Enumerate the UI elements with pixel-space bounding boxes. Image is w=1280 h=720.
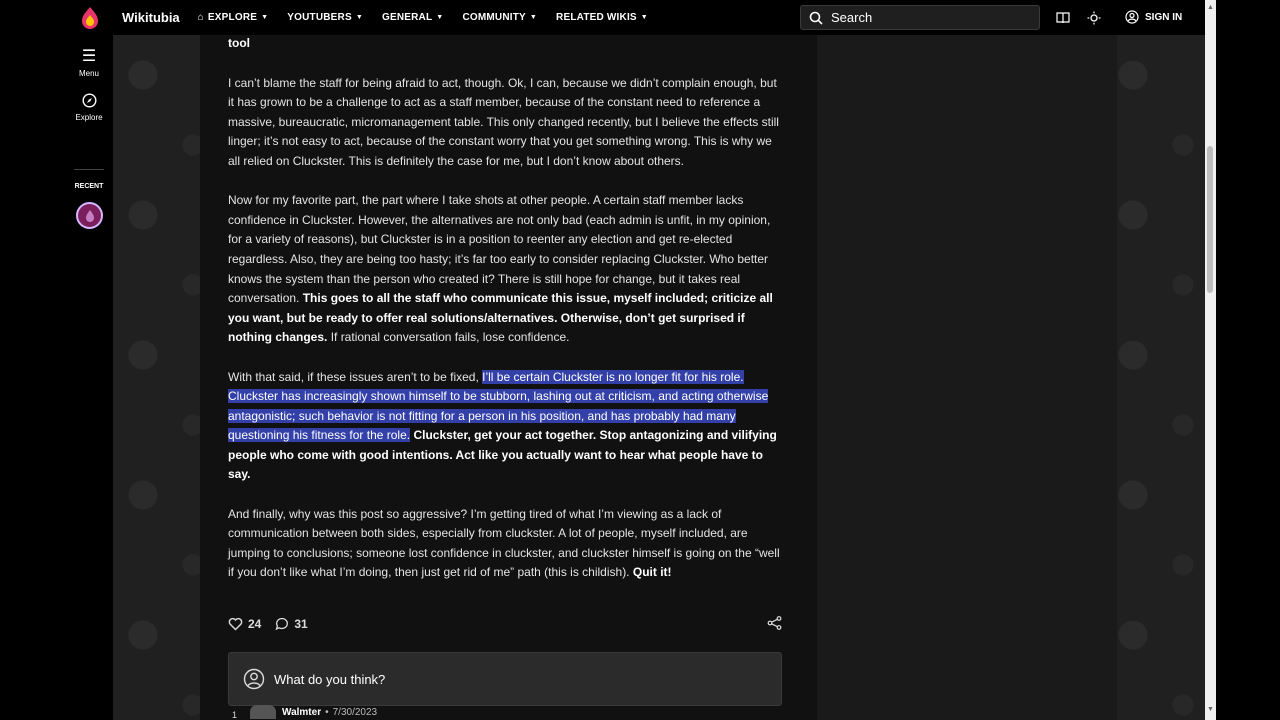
search-input[interactable]	[800, 5, 1040, 30]
scrollbar[interactable]	[1205, 0, 1216, 720]
site-name[interactable]: Wikitubia	[122, 10, 180, 25]
top-navigation	[65, 0, 1205, 35]
chevron-down-icon: ▼	[261, 14, 269, 21]
paragraph-text: With that said, if these issues aren’t to be fixed,	[228, 369, 479, 384]
bold-text: tool	[228, 36, 250, 51]
chevron-down-icon: ▼	[640, 14, 648, 21]
comment-input[interactable]	[228, 652, 782, 706]
user-avatar-icon	[243, 668, 265, 690]
recent-heading: RECENT	[74, 183, 104, 190]
bold-text: Quit it!	[632, 565, 672, 580]
comment-count: 31	[294, 617, 308, 631]
sign-in-label: SIGN IN	[1145, 11, 1183, 23]
bold-text: This goes to all the staff who communicate this issue, myself included; criticize all you want, but be ready to offer real solutions/alternatives. Otherwise, don’t get surprised if nothing changes.	[228, 291, 773, 345]
nav-related-wikis[interactable]	[556, 12, 648, 23]
article-paragraph	[228, 368, 784, 486]
comment-placeholder: What do you think?	[274, 671, 386, 687]
nav-youtubers-label: YOUTUBERS	[287, 12, 352, 23]
compass-icon: ⌂	[197, 12, 204, 23]
scroll-up-icon[interactable]: ▲	[1207, 4, 1214, 11]
chevron-down-icon: ▼	[436, 14, 444, 21]
nav-community-label: COMMUNITY	[462, 12, 526, 23]
post-actions	[228, 615, 784, 633]
explore-button[interactable]	[65, 93, 113, 122]
user-icon	[1125, 10, 1139, 24]
article-paragraph: I can’t blame the staff for being afraid to act, though. Ok, I can, because we didn’t complain enough, but it has grown to be a challenge to act as a staff member, because of the constant need to reference a massive, bureaucratic, micromanagement table. This only changed recently, but I believe the effects still linger; it’s not easy to act, because of the constant worry that you get something wrong. This is why we all relied on Cluckster. This is definitely the case for me, but I don’t know about others.	[228, 75, 779, 168]
bold-text: Cluckster, get your act together. Stop antagonizing and vilifying people who come with good intentions. Act like you actually want to hear what people have to say.	[228, 428, 777, 482]
book-icon[interactable]	[1055, 10, 1071, 26]
search-icon	[809, 11, 823, 25]
paragraph-text: And finally, why was this post so aggressive? I’m getting tired of what I’m viewing as a lack of communication between both sides, especially from cluckster. A lot of people, myself included, are jumping to conclusions; someone lost confidence in cluckster, and cluckster himself is going on the “well if you don’t like what I’m doing, then just get rid of me” path (this is childish).	[228, 506, 780, 580]
fandom-logo-icon[interactable]	[80, 7, 100, 29]
article-paragraph	[228, 34, 784, 54]
share-icon	[767, 616, 782, 630]
nav-general-label: GENERAL	[382, 12, 433, 23]
search-placeholder: Search	[831, 10, 873, 25]
menu-button[interactable]	[65, 49, 113, 78]
article-body	[228, 35, 784, 603]
scrollbar-thumb[interactable]	[1207, 146, 1213, 293]
comments-button[interactable]	[275, 617, 307, 631]
rail-divider	[74, 169, 104, 170]
commenter-avatar[interactable]	[250, 705, 276, 719]
selected-text[interactable]: I’ll be certain Cluckster is no longer fit for his role. Cluckster has increasingly shown himself to be stubborn, lashing out at criticism, and acting otherwise antagonistic; such behavior is not fitting for a person in his position, and has probably had many questioning his fitness for the role.	[228, 369, 769, 443]
sign-in-button[interactable]	[1125, 10, 1182, 24]
heart-icon	[228, 617, 243, 631]
nav-community[interactable]	[462, 12, 537, 23]
hamburger-icon: ☰	[81, 48, 97, 65]
explore-label: Explore	[75, 113, 103, 122]
comment-item	[228, 704, 784, 720]
like-button[interactable]	[228, 617, 261, 631]
share-button[interactable]	[767, 616, 782, 633]
left-rail	[65, 35, 113, 720]
sidebar-column	[817, 35, 1117, 720]
compass-icon	[65, 93, 113, 108]
separator-dot: •	[325, 706, 329, 718]
chevron-down-icon: ▼	[529, 14, 538, 21]
like-count: 24	[248, 617, 262, 631]
nav-explore[interactable]	[198, 12, 269, 23]
article-paragraph	[228, 505, 784, 583]
nav-general[interactable]	[382, 12, 443, 23]
nav-related-wikis-label: RELATED WIKIS	[556, 12, 637, 23]
paragraph-text: If rational conversation fails, lose confidence.	[330, 330, 570, 345]
menu-label: Menu	[78, 69, 99, 78]
recent-wiki-avatar[interactable]	[76, 202, 103, 229]
paragraph-text: Now for my favorite part, the part where I take shots at other people. A certain staff member lacks confidence in Cluckster. However, the alternatives are not only bad (each admin is unfit, in my opinion, for a variety of reasons), but Cluckster is in a position to reenter any election and get re-elected regardless. Also, they are being too hasty; it’s far too early to consider replacing Cluckster. Who better knows the system than the person who created it? There is still hope for change, but it takes real conversation.	[228, 193, 771, 306]
nav-explore-label: EXPLORE	[207, 12, 258, 23]
vote-count: 1	[232, 710, 238, 720]
comment-bubble-icon	[275, 617, 289, 631]
commenter-name[interactable]: Walmter	[282, 706, 322, 718]
flame-icon	[85, 210, 95, 222]
article-paragraph	[228, 191, 784, 348]
comment-date: 7/30/2023	[332, 706, 378, 718]
nav-youtubers[interactable]	[287, 12, 363, 23]
window-edge	[1216, 0, 1280, 720]
theme-sun-icon[interactable]	[1086, 10, 1102, 26]
chevron-down-icon: ▼	[355, 14, 363, 21]
scroll-down-icon[interactable]: ▼	[1207, 706, 1214, 713]
